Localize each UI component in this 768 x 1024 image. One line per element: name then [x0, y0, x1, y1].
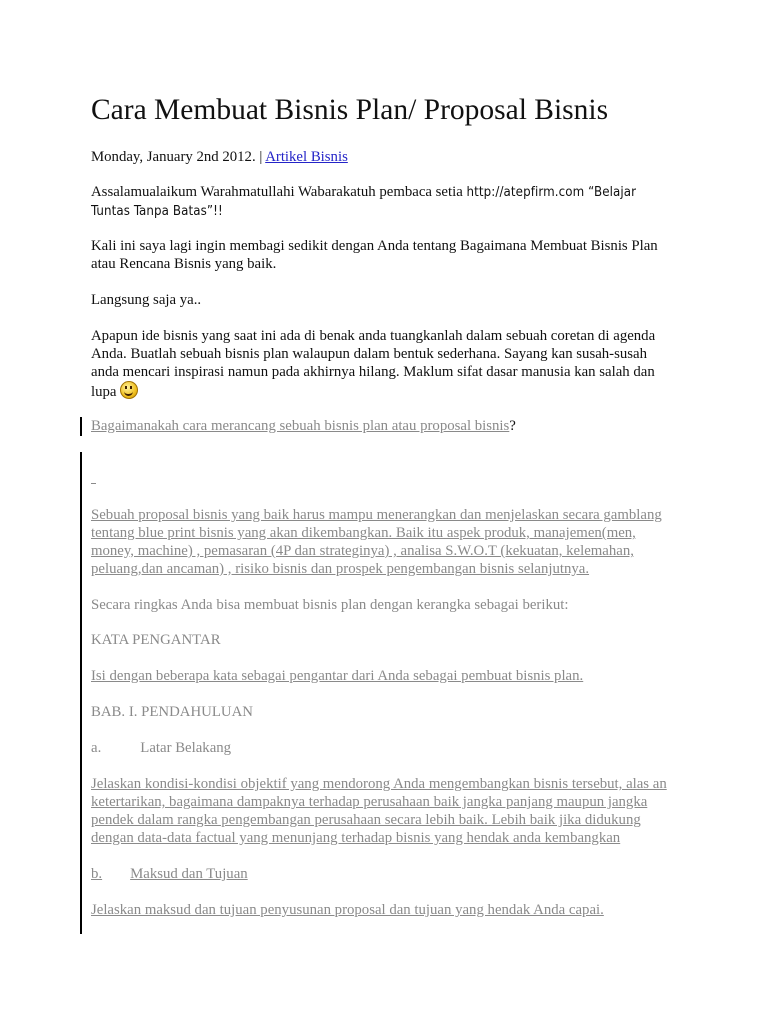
- bab1-heading: BAB. I. PENDAHULUAN: [91, 704, 253, 720]
- proposal-line-3: money, machine) , pemasaran (4P dan strateginya) , analisa S.W.O.T (kekuatan, kelemahan,: [91, 543, 634, 559]
- item-b-label: Maksud dan Tujuan: [130, 866, 248, 882]
- intro-paragraph: [91, 237, 658, 273]
- jelaskan1-line-1: Jelaskan kondisi-kondisi objektif yang mendorong Anda mengembangkan bisnis tersebut, alas an: [91, 776, 667, 792]
- apapun-line-4: lupa: [91, 384, 117, 400]
- apapun-paragraph: [91, 327, 655, 401]
- item-a-letter: a.: [91, 740, 102, 756]
- ringkas-paragraph: Secara ringkas Anda bisa membuat bisnis plan dengan kerangka sebagai berikut:: [91, 597, 569, 613]
- proposal-line-4: peluang,dan ancaman) , risiko bisnis dan prospek pengembangan bisnis selanjutnya.: [91, 561, 590, 577]
- item-b-letter: b.: [91, 866, 103, 882]
- item-b[interactable]: [91, 865, 248, 883]
- jelaskan1-line-2: ketertarikan, bagaimana dampaknya terhadap perusahaan baik jangka panjang maupun jangka: [91, 794, 648, 810]
- proposal-line-2: tentang blue print bisnis yang akan dikembangkan. Baik itu aspek produk, manajemen(men,: [91, 525, 636, 541]
- jelaskan1-line-3: pendek dalam rangka pengembangan perusahaan secara lebih baik. Lebih baik jika didukung: [91, 812, 641, 828]
- proposal-paragraph[interactable]: [91, 506, 662, 578]
- category-link[interactable]: Artikel Bisnis: [265, 149, 348, 165]
- post-date: Monday, January 2nd 2012. |: [91, 149, 266, 165]
- apapun-line-1: Apapun ide bisnis yang saat ini ada di benak anda tuangkanlah dalam sebuah coretan di agenda: [91, 328, 656, 344]
- greeting-line-1: Assalamualaikum Warahmatullahi Wabarakatuh pembaca setia: [91, 184, 467, 200]
- item-a: [91, 739, 231, 757]
- greeting-paragraph: [91, 183, 636, 221]
- question-mark: ?: [509, 418, 516, 434]
- jelaskan1-paragraph[interactable]: [91, 775, 667, 847]
- intro-line-1: Kali ini saya lagi ingin membagi sedikit dengan Anda tentang Bagaimana Membuat Bisnis Plan: [91, 238, 658, 254]
- greeting-line-2: Tuntas Tanpa Batas”!!: [91, 204, 223, 219]
- question-text[interactable]: Bagaimanakah cara merancang sebuah bisnis plan atau proposal bisnis: [91, 418, 510, 434]
- page-title: Cara Membuat Bisnis Plan/ Proposal Bisnis: [91, 94, 609, 126]
- jelaskan2-paragraph[interactable]: Jelaskan maksud dan tujuan penyusunan proposal dan tujuan yang hendak Anda capai.: [91, 902, 604, 918]
- proposal-line-1: Sebuah proposal bisnis yang baik harus mampu menerangkan dan menjelaskan secara gamblang: [91, 507, 662, 523]
- post-meta: [91, 148, 348, 166]
- edit-marker-bar-1: [80, 417, 82, 436]
- intro-line-2: atau Rencana Bisnis yang baik.: [91, 256, 277, 272]
- question-paragraph: [91, 417, 516, 435]
- smiley-icon: [120, 381, 138, 399]
- langsung-paragraph: Langsung saja ya..: [91, 292, 202, 308]
- apapun-line-3: anda mencari inspirasi namun pada akhirnya hilang. Maklum sifat dasar manusia kan salah dan: [91, 364, 655, 380]
- dash-marker: [91, 483, 96, 484]
- jelaskan1-line-4: dengan data-data factual yang menunjang terhadap bisnis yang hendak anda kembangkan: [91, 830, 621, 846]
- apapun-line-2: Anda. Buatlah sebuah bisnis plan walaupun dalam bentuk sederhana. Sayang kan susah-susah: [91, 346, 647, 362]
- isi-paragraph[interactable]: Isi dengan beberapa kata sebagai pengantar dari Anda sebagai pembuat bisnis plan.: [91, 668, 584, 684]
- item-a-label: Latar Belakang: [140, 740, 232, 756]
- kata-pengantar-heading: KATA PENGANTAR: [91, 632, 221, 648]
- site-url: http://atepfirm.com “Belajar: [466, 185, 637, 200]
- edit-marker-bar-2: [80, 452, 82, 934]
